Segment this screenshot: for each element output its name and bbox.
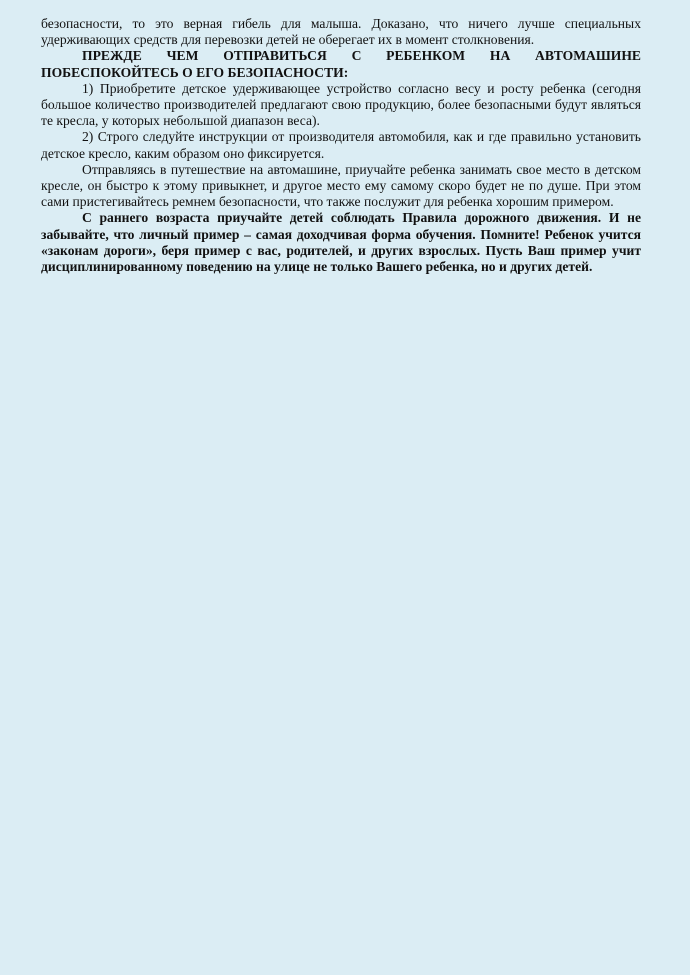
list-item-1: 1) Приобретите детское удерживающее устройство согласно весу и росту ребенка (сегодня большое количество производителей предлагают свою продукцию, более безопасными будут являться те кресла, у которых небольшой диапазон веса).: [41, 80, 641, 129]
continuation-paragraph: безопасности, то это верная гибель для малыша. Доказано, что ничего лучше специальных удерживающих средств для перевозки детей не оберегает их в момент столкновения.: [41, 16, 641, 48]
travel-advice-paragraph: Отправляясь в путешествие на автомашине, приучайте ребенка занимать свое место в детском кресле, он быстро к этому привыкнет, и другое место ему самому скоро будет не по душе. При этом сами пристегивайтесь ремнем безопасности, что также послужит для ребенка хорошим примером.: [41, 161, 641, 210]
section-heading: ПРЕЖДЕ ЧЕМ ОТПРАВИТЬСЯ С РЕБЕНКОМ НА АВТОМАШИНЕ ПОБЕСПОКОЙТЕСЬ О ЕГО БЕЗОПАСНОСТИ:: [41, 48, 641, 80]
list-item-2: 2) Строго следуйте инструкции от производителя автомобиля, как и где правильно установить детское кресло, каким образом оно фиксируется.: [41, 129, 641, 161]
document-page: [41, 16, 641, 275]
closing-paragraph: С раннего возраста приучайте детей соблюдать Правила дорожного движения. И не забывайте, что личный пример – самая доходчивая форма обучения. Помните! Ребенок учится «законам дороги», беря пример с вас, родителей, и других взрослых. Пусть Ваш пример учит дисциплинированному поведению на улице не только Вашего ребенка, но и других детей.: [41, 210, 641, 275]
